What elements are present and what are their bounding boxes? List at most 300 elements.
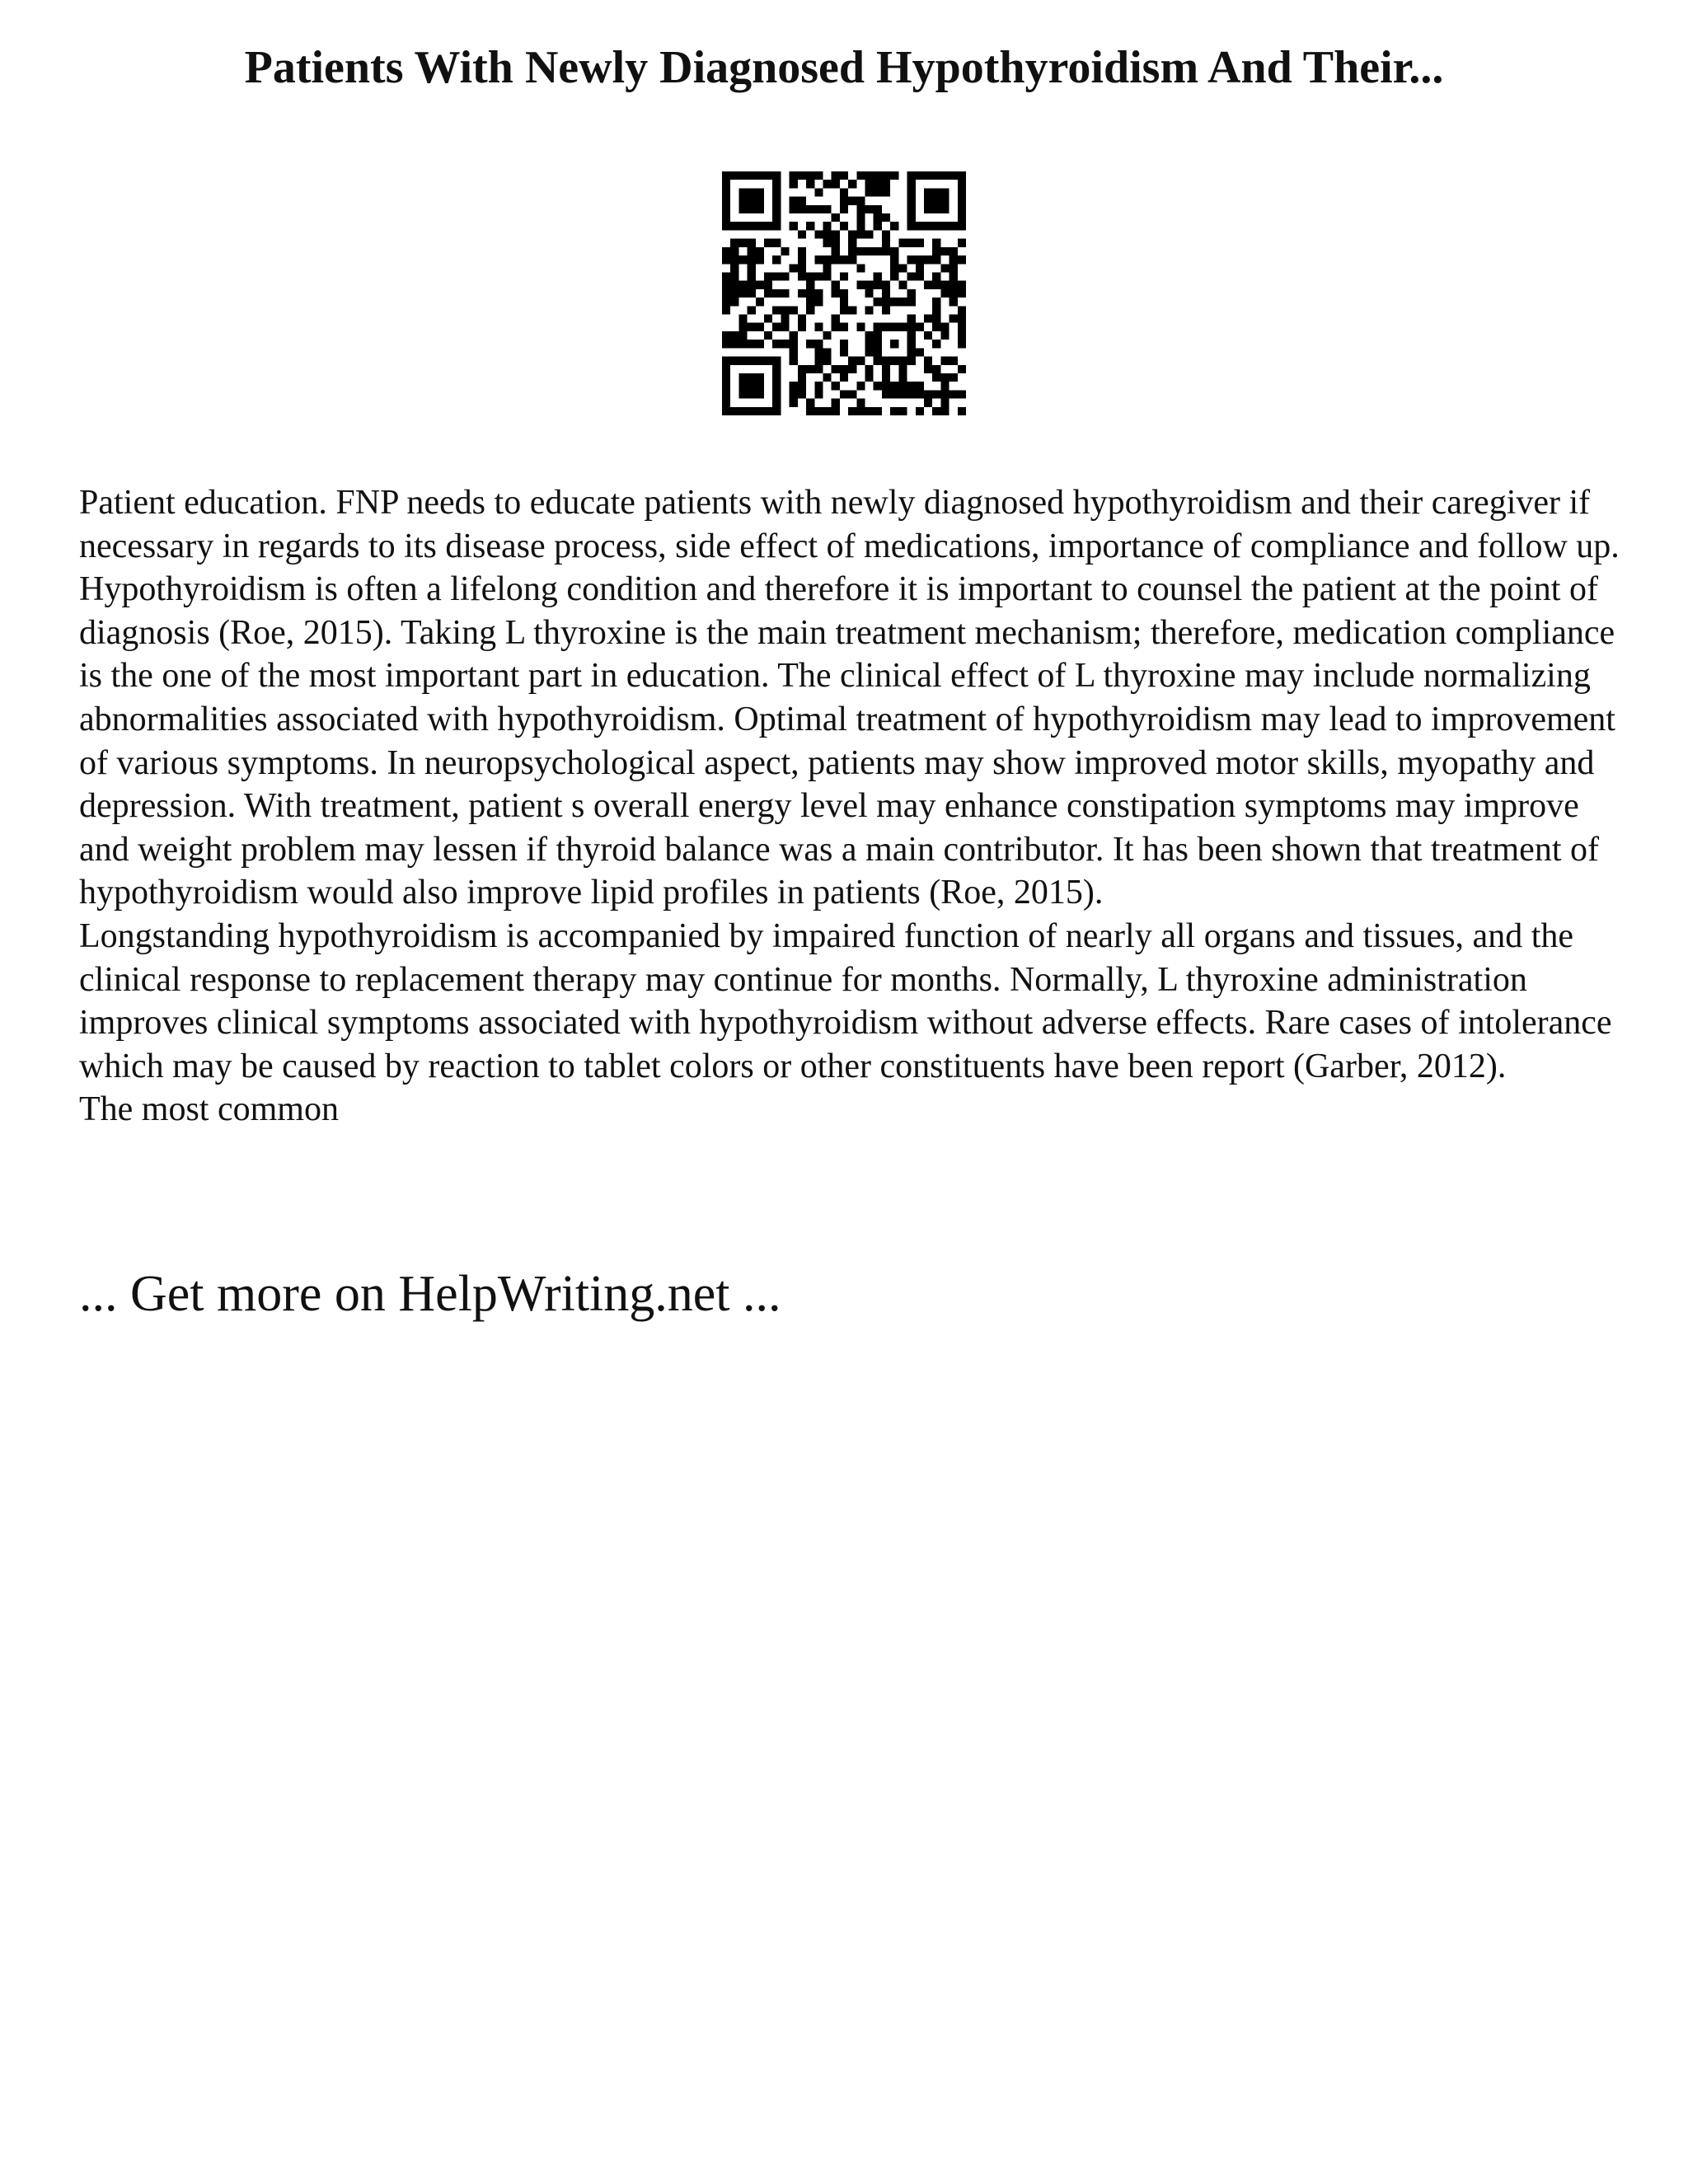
qr-module (848, 357, 856, 365)
qr-module (832, 281, 840, 289)
qr-module (832, 255, 840, 264)
qr-module (924, 188, 932, 196)
qr-module (722, 390, 730, 398)
page-title: Patients With Newly Diagnosed Hypothyroidism And Their... (244, 42, 1444, 93)
qr-module (806, 205, 814, 213)
qr-module (882, 357, 890, 365)
qr-module (764, 331, 772, 340)
qr-module (764, 289, 772, 298)
qr-module (840, 272, 848, 280)
qr-module (882, 171, 890, 180)
qr-module (932, 390, 940, 398)
qr-module (916, 348, 924, 356)
qr-module (874, 298, 882, 306)
qr-module (840, 348, 848, 356)
qr-module (722, 357, 730, 365)
qr-module (950, 255, 958, 264)
qr-module (722, 222, 730, 230)
get-more-link[interactable]: ... Get more on HelpWriting.net ... (79, 1266, 781, 1322)
qr-module (848, 247, 856, 255)
qr-module (722, 399, 730, 407)
qr-module (832, 230, 840, 238)
qr-module (865, 281, 874, 289)
qr-module (781, 272, 789, 280)
qr-module (865, 289, 874, 298)
qr-module (748, 171, 756, 180)
qr-module (932, 298, 940, 306)
qr-module (890, 264, 898, 272)
qr-module (890, 298, 898, 306)
qr-module (832, 213, 840, 222)
qr-module (798, 289, 806, 298)
qr-module (832, 247, 840, 255)
qr-module (940, 373, 949, 382)
qr-module (882, 281, 890, 289)
qr-module (874, 281, 882, 289)
qr-module (764, 357, 772, 365)
qr-module (772, 323, 781, 331)
qr-module (924, 365, 932, 373)
qr-module (916, 239, 924, 247)
qr-module (772, 222, 781, 230)
qr-module (924, 331, 932, 340)
qr-module (907, 272, 916, 280)
qr-module (932, 272, 940, 280)
qr-module (798, 205, 806, 213)
qr-module (722, 213, 730, 222)
qr-module (814, 390, 823, 398)
qr-module (722, 281, 730, 289)
qr-module (772, 357, 781, 365)
qr-module (756, 340, 764, 348)
qr-module (790, 382, 798, 390)
qr-module (898, 357, 907, 365)
qr-module (756, 390, 764, 398)
qr-module (832, 289, 840, 298)
qr-module (898, 281, 907, 289)
qr-module (814, 205, 823, 213)
qr-module (806, 399, 814, 407)
qr-module (748, 281, 756, 289)
qr-module (722, 373, 730, 382)
qr-module (856, 230, 865, 238)
qr-module (932, 255, 940, 264)
qr-module (890, 222, 898, 230)
qr-module (781, 323, 789, 331)
qr-module (722, 365, 730, 373)
qr-module (907, 222, 916, 230)
qr-module (823, 230, 831, 238)
qr-module (898, 365, 907, 373)
qr-module (764, 407, 772, 415)
qr-module (907, 382, 916, 390)
qr-module (814, 171, 823, 180)
qr-module (748, 205, 756, 213)
qr-module (874, 382, 882, 390)
qr-module (730, 357, 738, 365)
qr-module (940, 197, 949, 205)
qr-module (722, 306, 730, 314)
qr-module (882, 180, 890, 188)
qr-module (940, 188, 949, 196)
qr-module (832, 365, 840, 373)
qr-module (958, 171, 966, 180)
qr-module (738, 205, 747, 213)
qr-module (798, 365, 806, 373)
qr-module (874, 340, 882, 348)
qr-module (907, 171, 916, 180)
qr-module (722, 289, 730, 298)
qr-module (814, 289, 823, 298)
qr-module (940, 205, 949, 213)
qr-module (856, 399, 865, 407)
qr-module (823, 255, 831, 264)
qr-module (798, 197, 806, 205)
qr-module (958, 213, 966, 222)
qr-module (772, 255, 781, 264)
qr-module (924, 357, 932, 365)
qr-module (890, 407, 898, 415)
qr-module (814, 340, 823, 348)
qr-module (738, 281, 747, 289)
qr-module (848, 230, 856, 238)
qr-module (932, 205, 940, 213)
qr-module (874, 323, 882, 331)
qr-module (848, 239, 856, 247)
qr-module (832, 323, 840, 331)
qr-module (898, 264, 907, 272)
qr-module (730, 171, 738, 180)
qr-module (790, 331, 798, 340)
qr-module (865, 180, 874, 188)
qr-module (907, 298, 916, 306)
qr-module (806, 171, 814, 180)
qr-module (832, 382, 840, 390)
qr-module (907, 255, 916, 264)
qr-module (772, 407, 781, 415)
qr-module (907, 180, 916, 188)
qr-module (865, 306, 874, 314)
qr-module (882, 298, 890, 306)
qr-module (848, 407, 856, 415)
qr-module (756, 188, 764, 196)
qr-module (722, 272, 730, 280)
qr-module (940, 222, 949, 230)
qr-module (940, 281, 949, 289)
qr-module (738, 239, 747, 247)
qr-module (840, 306, 848, 314)
qr-module (950, 357, 958, 365)
qr-module (907, 197, 916, 205)
qr-module (856, 357, 865, 365)
qr-module (865, 331, 874, 340)
qr-module (958, 340, 966, 348)
qr-module (958, 197, 966, 205)
qr-module (722, 171, 730, 180)
qr-module (748, 390, 756, 398)
qr-module (722, 331, 730, 340)
qr-module (814, 230, 823, 238)
qr-module (932, 323, 940, 331)
qr-module (756, 382, 764, 390)
qr-module (932, 222, 940, 230)
qr-module (890, 382, 898, 390)
qr-module (832, 180, 840, 188)
qr-module (738, 171, 747, 180)
qr-module (848, 255, 856, 264)
qr-module (738, 289, 747, 298)
qr-module (823, 373, 831, 382)
qr-module (958, 323, 966, 331)
qr-module (764, 222, 772, 230)
qr-module (748, 197, 756, 205)
qr-module (865, 348, 874, 356)
qr-module (890, 171, 898, 180)
qr-module (907, 357, 916, 365)
qr-module (874, 348, 882, 356)
qr-module (856, 281, 865, 289)
qr-module (730, 331, 738, 340)
qr-module (730, 281, 738, 289)
qr-code-graphic (722, 171, 966, 415)
qr-module (882, 247, 890, 255)
qr-module (790, 171, 798, 180)
qr-module (874, 213, 882, 222)
article-body (79, 481, 1629, 1132)
qr-module (798, 323, 806, 331)
qr-module (840, 323, 848, 331)
qr-module (722, 205, 730, 213)
qr-module (856, 213, 865, 222)
qr-module (781, 315, 789, 323)
qr-module (907, 315, 916, 323)
qr-module (781, 289, 789, 298)
qr-module (907, 205, 916, 213)
qr-module (781, 247, 789, 255)
qr-module (823, 407, 831, 415)
qr-module (916, 171, 924, 180)
qr-module (738, 222, 747, 230)
qr-module (840, 222, 848, 230)
qr-module (756, 323, 764, 331)
paragraph-patient-education: Patient education. FNP needs to educate patients with newly diagnosed hypothyroidism and their caregiver if necessary in regards to its disease process, side effect of medications, importance of compliance and follow up. Hypothyroidism is often a lifelong condition and therefore it is important to counsel the patient at the point of diagnosis (Roe, 2015). Taking L thyroxine is the main treatment mechanism; therefore, medication compliance is the one of the most important part in education. The clinical effect of L thyroxine may include normalizing abnormalities associated with hypothyroidism. Optimal treatment of hypothyroidism may lead to improvement of various symptoms. In neuropsychological aspect, patients may show improved motor skills, myopathy and depression. With treatment, patient s overall energy level may enhance constipation symptoms may improve and weight problem may lessen if thyroid balance was a main contributor. It has been shown that treatment of hypothyroidism would also improve lipid profiles in patients (Roe, 2015). (79, 484, 1620, 912)
qr-module (756, 222, 764, 230)
qr-module (840, 390, 848, 398)
qr-module (756, 171, 764, 180)
qr-module (748, 340, 756, 348)
qr-code-icon[interactable] (722, 171, 966, 415)
qr-module (772, 213, 781, 222)
qr-module (874, 247, 882, 255)
qr-module (950, 289, 958, 298)
qr-module (722, 382, 730, 390)
qr-module (958, 306, 966, 314)
qr-module (882, 323, 890, 331)
qr-module (958, 281, 966, 289)
qr-module (798, 373, 806, 382)
qr-module (958, 255, 966, 264)
qr-module (781, 340, 789, 348)
qr-module (890, 272, 898, 280)
qr-module (748, 407, 756, 415)
qr-module (748, 323, 756, 331)
qr-module (772, 289, 781, 298)
qr-module (848, 306, 856, 314)
qr-module (823, 264, 831, 272)
qr-module (840, 255, 848, 264)
qr-module (772, 180, 781, 188)
qr-module (907, 390, 916, 398)
qr-module (832, 399, 840, 407)
qr-module (738, 188, 747, 196)
qr-module (814, 323, 823, 331)
qr-module (772, 365, 781, 373)
qr-module (832, 407, 840, 415)
qr-module (823, 180, 831, 188)
qr-module (958, 407, 966, 415)
qr-module (916, 382, 924, 390)
qr-module (898, 407, 907, 415)
qr-module (814, 382, 823, 390)
qr-module (738, 197, 747, 205)
qr-module (738, 382, 747, 390)
qr-module (730, 289, 738, 298)
qr-module (738, 407, 747, 415)
qr-module (856, 323, 865, 331)
qr-module (806, 407, 814, 415)
qr-module (798, 315, 806, 323)
qr-module (882, 289, 890, 298)
qr-module (874, 205, 882, 213)
qr-module (924, 222, 932, 230)
qr-module (790, 222, 798, 230)
qr-module (814, 365, 823, 373)
qr-module (806, 272, 814, 280)
qr-module (790, 340, 798, 348)
qr-module (958, 239, 966, 247)
qr-module (806, 365, 814, 373)
qr-module (772, 239, 781, 247)
qr-module (940, 407, 949, 415)
qr-module (823, 239, 831, 247)
qr-module (756, 247, 764, 255)
qr-module (730, 264, 738, 272)
qr-module (772, 171, 781, 180)
qr-module (730, 222, 738, 230)
qr-module (950, 222, 958, 230)
qr-module (940, 399, 949, 407)
qr-module (790, 348, 798, 356)
qr-module (772, 306, 781, 314)
qr-module (882, 390, 890, 398)
qr-module (856, 205, 865, 213)
qr-module (950, 171, 958, 180)
qr-module (882, 373, 890, 382)
qr-module (898, 323, 907, 331)
qr-module (806, 180, 814, 188)
qr-module (924, 390, 932, 398)
qr-module (832, 239, 840, 247)
qr-module (932, 171, 940, 180)
qr-module (932, 239, 940, 247)
qr-module (772, 272, 781, 280)
qr-module (898, 239, 907, 247)
qr-module (814, 272, 823, 280)
qr-module (798, 230, 806, 238)
qr-module (748, 357, 756, 365)
qr-module (722, 407, 730, 415)
qr-module (890, 255, 898, 264)
qr-module (865, 205, 874, 213)
qr-module (932, 281, 940, 289)
qr-module (916, 264, 924, 272)
qr-module (950, 315, 958, 323)
qr-module (814, 298, 823, 306)
qr-module (756, 373, 764, 382)
qr-module (907, 289, 916, 298)
qr-module (932, 306, 940, 314)
qr-module (856, 197, 865, 205)
qr-module (940, 357, 949, 365)
qr-module (772, 188, 781, 196)
qr-module (848, 390, 856, 398)
qr-module (748, 382, 756, 390)
qr-module (722, 180, 730, 188)
qr-module (890, 357, 898, 365)
qr-module (882, 239, 890, 247)
qr-module (772, 197, 781, 205)
qr-module (865, 230, 874, 238)
qr-module (832, 315, 840, 323)
qr-module (756, 197, 764, 205)
qr-module (882, 230, 890, 238)
qr-module (748, 247, 756, 255)
qr-module (874, 171, 882, 180)
qr-module (781, 306, 789, 314)
qr-module (722, 188, 730, 196)
qr-module (940, 247, 949, 255)
qr-module (932, 340, 940, 348)
qr-module (840, 205, 848, 213)
qr-module (874, 272, 882, 280)
qr-module (916, 323, 924, 331)
qr-module (823, 357, 831, 365)
qr-module (874, 222, 882, 230)
qr-module (856, 222, 865, 230)
qr-module (814, 188, 823, 196)
qr-module (958, 222, 966, 230)
qr-module (772, 340, 781, 348)
qr-module (764, 239, 772, 247)
qr-module (950, 264, 958, 272)
qr-module (907, 213, 916, 222)
qr-module (848, 180, 856, 188)
qr-module (814, 407, 823, 415)
qr-module (840, 373, 848, 382)
qr-module (932, 315, 940, 323)
qr-module (840, 289, 848, 298)
qr-module (856, 407, 865, 415)
qr-module (738, 323, 747, 331)
qr-module (738, 340, 747, 348)
qr-module (874, 331, 882, 340)
qr-module (764, 281, 772, 289)
qr-module (898, 382, 907, 390)
qr-module (882, 306, 890, 314)
qr-module (764, 272, 772, 280)
qr-module (730, 407, 738, 415)
qr-module (840, 197, 848, 205)
